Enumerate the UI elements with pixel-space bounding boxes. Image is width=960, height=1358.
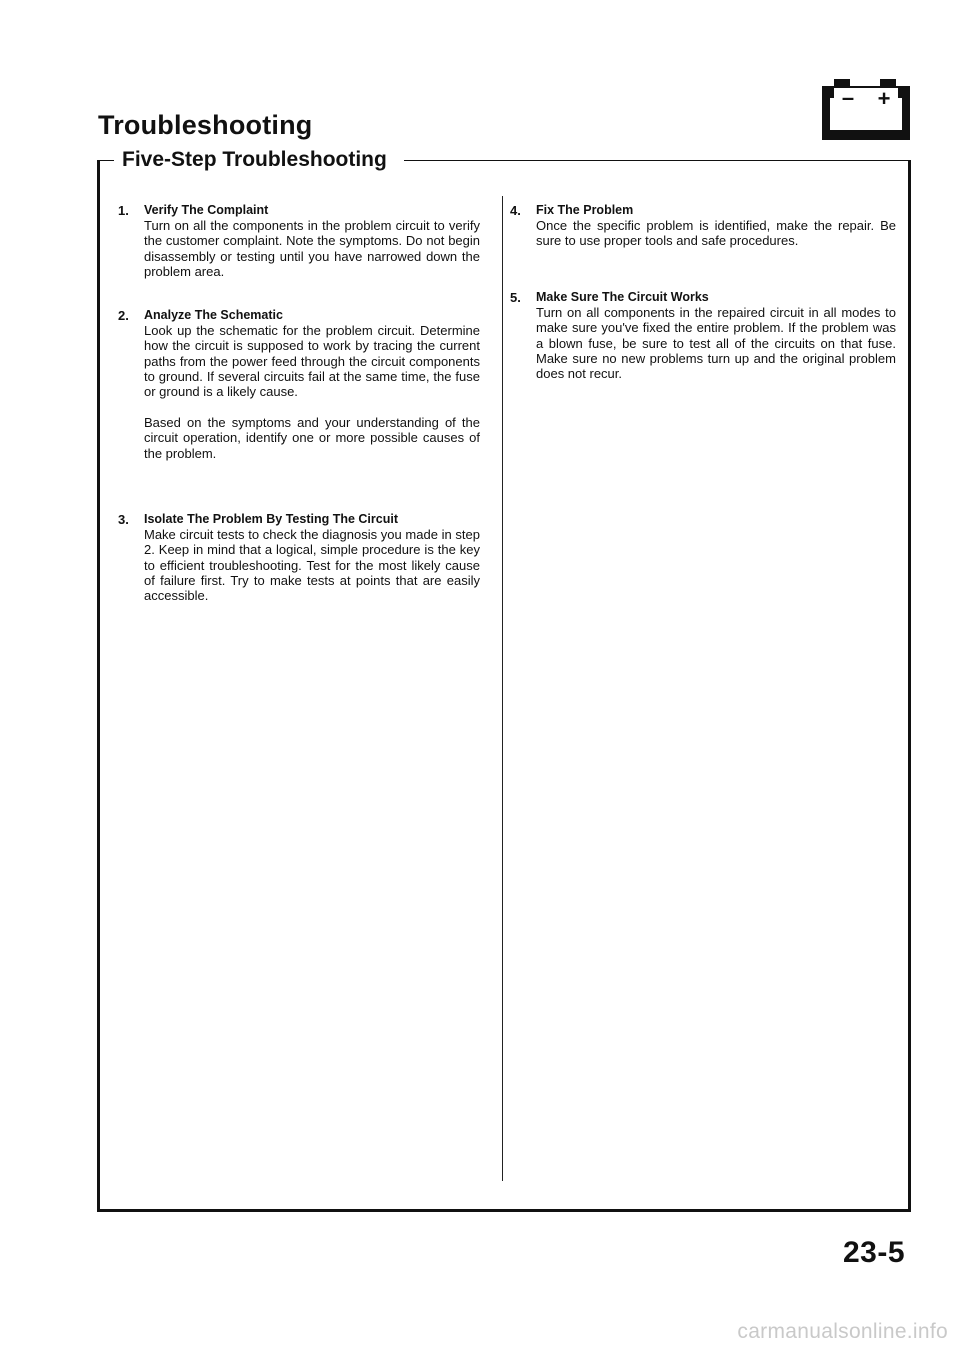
- step-paragraph: Make circuit tests to check the diagnosis you made in step 2. Keep in mind that a logical, simple procedure is the key to efficient troubleshooting. Test for the most likely cause of failure first. Try to make tests at points that are easily accessible.: [144, 527, 480, 604]
- step-number: 1.: [118, 203, 129, 218]
- step-paragraph: Based on the symptoms and your understanding of the circuit operation, identify one or more possible causes of the problem.: [144, 415, 480, 461]
- step-5: [510, 290, 896, 381]
- page-title: Troubleshooting: [98, 110, 313, 140]
- step-paragraph: Turn on all the components in the problem circuit to verify the customer complaint. Note the symptoms. Do not begin disassembly or testing until you have narrowed down the problem area.: [144, 218, 480, 279]
- battery-icon: [820, 76, 912, 142]
- step-1: [118, 203, 480, 279]
- page-number: 23-5: [843, 1236, 906, 1269]
- step-number: 4.: [510, 203, 521, 218]
- step-heading: Fix The Problem: [536, 203, 634, 217]
- column-divider: [502, 196, 503, 1181]
- step-paragraph: Look up the schematic for the problem circuit. Determine how the circuit is supposed to work by tracing the current paths from the power feed through the circuit components to ground. If several circuits fail at the same time, the fuse or ground is a likely cause.: [144, 323, 480, 400]
- step-3: [118, 512, 480, 603]
- watermark-text: carmanualsonline.info: [737, 1320, 948, 1343]
- battery-plus-label: +: [877, 86, 891, 111]
- step-number: 5.: [510, 290, 521, 305]
- step-heading: Verify The Complaint: [144, 203, 269, 217]
- section-title: Five-Step Troubleshooting: [122, 148, 391, 172]
- step-4: [510, 203, 896, 249]
- step-heading: Make Sure The Circuit Works: [536, 290, 709, 304]
- battery-minus-label: –: [841, 85, 855, 110]
- step-heading: Analyze The Schematic: [144, 308, 283, 322]
- step-heading: Isolate The Problem By Testing The Circuit: [144, 512, 398, 526]
- frame-top-right-rule: [404, 160, 911, 161]
- step-number: 3.: [118, 512, 129, 527]
- step-paragraph: Turn on all components in the repaired circuit in all modes to make sure you've fixed the entire problem. If the problem was a blown fuse, be sure to test all of the circuits on that fuse. Make sure no new problems turn up and the original problem does not recur.: [536, 305, 896, 382]
- step-number: 2.: [118, 308, 129, 323]
- step-paragraph: Once the specific problem is identified, make the repair. Be sure to use proper tools and safe procedures.: [536, 218, 896, 249]
- frame-top-left-rule: [97, 160, 114, 161]
- step-2: [118, 308, 480, 461]
